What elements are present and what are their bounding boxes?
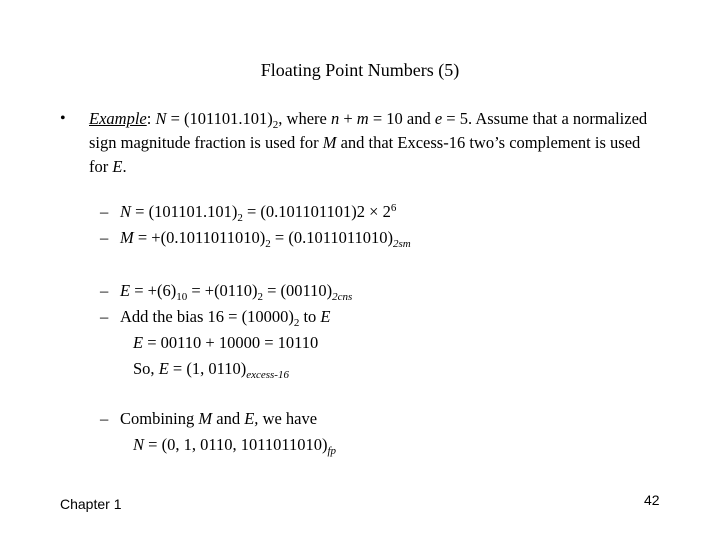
- dash-marker: –: [100, 409, 109, 428]
- line-add-bias: Add the bias $16 = (10000)_2$ to E: [120, 307, 331, 329]
- line-final-fp: N = (0, 1, 0110, $1011011010)_{fp}$: [133, 435, 337, 457]
- chapter-label: Chapter 1: [60, 496, 122, 512]
- example-label: Example: [89, 109, 147, 128]
- line-e-exponent: $E = +(6)_{10} = +(0110)_2 = (00110)_{2cns}$: [120, 281, 353, 303]
- line-e-excess: So, E = (1, $0110)_{excess-16}$: [133, 359, 289, 381]
- example-paragraph: Example: $N = (101101.101)_2$, where n + m = 10 and e = 5. Assume that a normalized sign magnitude fraction is used for M and that Excess-16 two’s complement is used for E.: [89, 109, 648, 176]
- slide-title: Floating Point Numbers (5): [260, 60, 460, 80]
- dash-marker: –: [100, 228, 109, 247]
- line-n-binary: $N = (101101.101)_2 = (0.101101101)2 \times 2^6$: [120, 202, 397, 224]
- dash-marker: –: [100, 202, 109, 221]
- dash-marker: –: [100, 281, 109, 300]
- bullet-symbol: •: [60, 110, 66, 127]
- dash-marker: –: [100, 307, 109, 326]
- line-e-sum: E = 00110 + 10000 = 10110: [133, 333, 319, 352]
- line-m-fraction: $M = +(0.1011011010)_2 = (0.1011011010)_{2sm}$: [120, 228, 411, 250]
- page-number: 42: [644, 492, 660, 508]
- line-combining: Combining M and E, we have: [120, 409, 318, 428]
